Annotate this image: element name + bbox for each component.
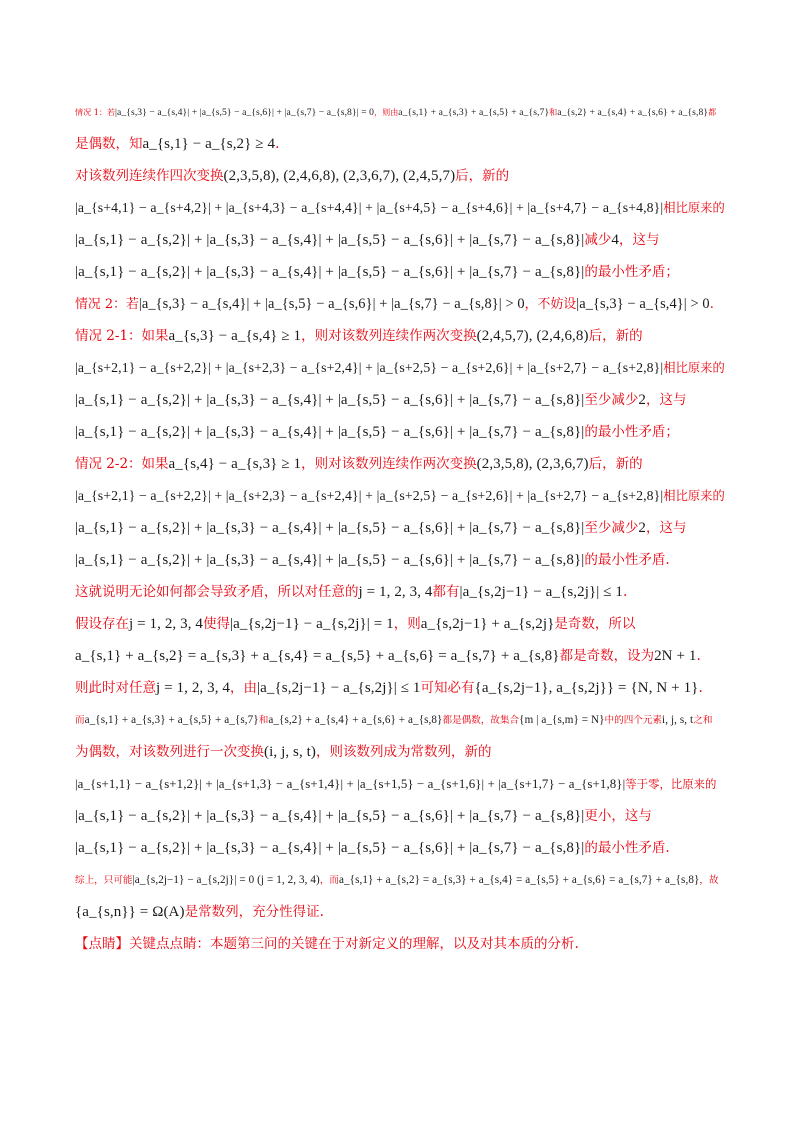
text-run: 假设存在 bbox=[75, 616, 129, 632]
text-run: ，则对该数列连续作两次变换 bbox=[301, 456, 477, 472]
text-run: 则此时对任意 bbox=[75, 680, 156, 696]
math-expression: a_{s,1} − a_{s,2} ≥ 4 bbox=[142, 136, 276, 152]
text-run: 为偶数，对该数列进行一次变换 bbox=[75, 744, 264, 760]
math-expression: |a_{s,1} − a_{s,2}| + |a_{s,3} − a_{s,4}| + |a_{s,5} − a_{s,6}| + |a_{s,7} − a_{s,8}| bbox=[75, 840, 585, 856]
math-expression: 2N + 1 bbox=[654, 648, 697, 664]
solution-line bbox=[75, 768, 725, 800]
text-run: . bbox=[698, 680, 703, 696]
text-run: ，则该数列成为常数列，新的 bbox=[316, 744, 492, 760]
solution-line bbox=[75, 288, 725, 320]
text-run: ，则 bbox=[393, 616, 421, 632]
text-run: . bbox=[275, 136, 280, 152]
text-run: ，则对该数列连续作两次变换 bbox=[301, 328, 477, 344]
math-expression: |a_{s,1} − a_{s,2}| + |a_{s,3} − a_{s,4}| + |a_{s,5} − a_{s,6}| + |a_{s,7} − a_{s,8}| bbox=[75, 808, 585, 824]
text-run: ，则由 bbox=[374, 107, 399, 117]
text-run: 而 bbox=[75, 715, 85, 726]
text-run: 中的四个元素 bbox=[604, 715, 663, 726]
math-expression: 2 bbox=[638, 520, 647, 536]
text-run: 都是偶数，故集合 bbox=[442, 715, 520, 726]
solution-line bbox=[75, 224, 725, 256]
math-expression: |a_{s,1} − a_{s,2}| + |a_{s,3} − a_{s,4}| + |a_{s,5} − a_{s,6}| + |a_{s,7} − a_{s,8}| bbox=[75, 392, 585, 408]
text-run: ，这与 bbox=[646, 520, 687, 536]
solution-line bbox=[75, 128, 725, 160]
math-expression: {a_{s,n}} = Ω(A) bbox=[75, 904, 185, 920]
text-run: 【点睛】关键点点睛：本题第三问的关键在于对新定义的理解，以及对其本质的分析. bbox=[75, 936, 579, 952]
solution-line bbox=[75, 416, 725, 448]
math-expression: |a_{s,1} − a_{s,2}| + |a_{s,3} − a_{s,4}| + |a_{s,5} − a_{s,6}| + |a_{s,7} − a_{s,8}| bbox=[75, 424, 585, 440]
text-run: 情况 2-1：如果 bbox=[75, 328, 169, 344]
math-expression: |a_{s+2,1} − a_{s+2,2}| + |a_{s+2,3} − a_{s+2,4}| + |a_{s+2,5} − a_{s+2,6}| + |a_{s+2,7} − a_{s+2,8}| bbox=[75, 488, 664, 503]
solution-line bbox=[75, 640, 725, 672]
text-run: 更小，这与 bbox=[584, 808, 652, 824]
solution-line bbox=[75, 480, 725, 512]
text-run: 是奇数，所以 bbox=[554, 616, 636, 632]
solution-line bbox=[75, 736, 725, 768]
text-run: 都 bbox=[708, 107, 717, 117]
text-run: 的最小性矛盾； bbox=[584, 264, 679, 280]
text-run: 的最小性矛盾. bbox=[584, 840, 670, 856]
math-expression: |a_{s+4,1} − a_{s+4,2}| + |a_{s+4,3} − a_{s+4,4}| + |a_{s+4,5} − a_{s+4,6}| + |a_{s+4,7} − a_{s+4,8}| bbox=[75, 200, 664, 215]
math-expression: a_{s,1} + a_{s,3} + a_{s,5} + a_{s,7} bbox=[398, 107, 550, 118]
text-run: 的最小性矛盾； bbox=[584, 424, 679, 440]
text-run: . bbox=[696, 648, 701, 664]
math-expression: |a_{s,1} − a_{s,2}| + |a_{s,3} − a_{s,4}| + |a_{s,5} − a_{s,6}| + |a_{s,7} − a_{s,8}| bbox=[75, 520, 585, 536]
text-run: 减少 bbox=[584, 232, 612, 248]
text-run: 相比原来的 bbox=[663, 489, 725, 503]
text-run: ，而 bbox=[319, 875, 340, 886]
solution-line bbox=[75, 896, 725, 928]
solution-line bbox=[75, 864, 725, 896]
text-run: 都是奇数，设为 bbox=[559, 648, 655, 664]
text-run: 和 bbox=[549, 107, 558, 117]
text-run: ，不妨设 bbox=[524, 297, 577, 312]
key-point-note bbox=[75, 928, 725, 960]
text-run: . bbox=[623, 584, 628, 600]
math-expression: a_{s,2j−1} + a_{s,2j} bbox=[420, 616, 555, 632]
text-run: ，这与 bbox=[646, 392, 687, 408]
text-run: 的最小性矛盾. bbox=[584, 552, 670, 568]
solution-line bbox=[75, 192, 725, 224]
math-expression: {m | a_{s,m} = N} bbox=[519, 714, 605, 726]
solution-line bbox=[75, 384, 725, 416]
math-expression: a_{s,3} − a_{s,4} ≥ 1 bbox=[168, 328, 302, 344]
math-expression: |a_{s+1,1} − a_{s+1,2}| + |a_{s+1,3} − a_{s+1,4}| + |a_{s+1,5} − a_{s+1,6}| + |a_{s+1,7} − a_{s+1,8}| bbox=[75, 777, 626, 791]
math-expression: a_{s,2} + a_{s,4} + a_{s,6} + a_{s,8} bbox=[557, 107, 709, 118]
math-expression: 4 bbox=[611, 232, 620, 248]
solution-line bbox=[75, 672, 725, 704]
math-expression: (2,3,5,8), (2,3,6,7) bbox=[476, 456, 589, 472]
solution-line bbox=[75, 352, 725, 384]
math-expression: |a_{s,3} − a_{s,4}| + |a_{s,5} − a_{s,6}| + |a_{s,7} − a_{s,8}| > 0 bbox=[138, 296, 525, 312]
text-run: ，这与 bbox=[619, 232, 660, 248]
math-expression: a_{s,1} + a_{s,2} = a_{s,3} + a_{s,4} = a_{s,5} + a_{s,6} = a_{s,7} + a_{s,8} bbox=[339, 874, 700, 886]
math-expression: i, j, s, t bbox=[662, 714, 694, 726]
text-run: 至少减少 bbox=[584, 392, 639, 408]
math-expression: |a_{s,1} − a_{s,2}| + |a_{s,3} − a_{s,4}| + |a_{s,5} − a_{s,6}| + |a_{s,7} − a_{s,8}| bbox=[75, 232, 585, 248]
text-run: 使得 bbox=[203, 616, 231, 632]
text-run: 是常数列，充分性得证. bbox=[184, 904, 324, 920]
math-expression: |a_{s,2j−1} − a_{s,2j}| = 1 bbox=[230, 616, 394, 632]
math-expression: (i, j, s, t) bbox=[264, 744, 317, 760]
solution-line bbox=[75, 256, 725, 288]
math-expression: a_{s,4} − a_{s,3} ≥ 1 bbox=[168, 456, 302, 472]
text-run: 相比原来的 bbox=[663, 361, 725, 375]
math-expression: j = 1, 2, 3, 4 bbox=[129, 616, 204, 632]
text-run: 都有 bbox=[432, 584, 460, 600]
text-run: ，由 bbox=[230, 680, 258, 696]
text-run: 综上，只可能 bbox=[75, 875, 133, 886]
math-expression: |a_{s,1} − a_{s,2}| + |a_{s,3} − a_{s,4}| + |a_{s,5} − a_{s,6}| + |a_{s,7} − a_{s,8}| bbox=[75, 264, 585, 280]
text-run: 后，新的 bbox=[455, 168, 510, 184]
text-run: 情况 2-2：如果 bbox=[75, 456, 169, 472]
solution-line bbox=[75, 704, 725, 736]
math-expression: (2,3,5,8), (2,4,6,8), (2,3,6,7), (2,4,5,7) bbox=[223, 168, 456, 184]
text-run: 相比原来的 bbox=[663, 201, 725, 215]
math-expression: 2 bbox=[638, 392, 647, 408]
text-run: 是偶数，知 bbox=[75, 136, 143, 152]
math-expression: j = 1, 2, 3, 4 bbox=[156, 680, 231, 696]
text-run: . bbox=[709, 297, 714, 312]
math-expression: |a_{s,3} − a_{s,4}| > 0 bbox=[576, 296, 710, 312]
solution-line bbox=[75, 800, 725, 832]
text-run: 这就说明无论如何都会导致矛盾，所以对任意的 bbox=[75, 584, 359, 600]
solution-line bbox=[75, 608, 725, 640]
math-expression: a_{s,1} + a_{s,2} = a_{s,3} + a_{s,4} = a_{s,5} + a_{s,6} = a_{s,7} + a_{s,8} bbox=[75, 648, 560, 664]
solution-line bbox=[75, 160, 725, 192]
math-expression: |a_{s,2j−1} − a_{s,2j}| ≤ 1 bbox=[459, 584, 624, 600]
math-expression: j = 1, 2, 3, 4 bbox=[358, 584, 433, 600]
text-run: 情况 1：若 bbox=[75, 107, 116, 117]
solution-line bbox=[75, 832, 725, 864]
math-expression: a_{s,2} + a_{s,4} + a_{s,6} + a_{s,8} bbox=[268, 714, 443, 726]
math-expression: |a_{s,1} − a_{s,2}| + |a_{s,3} − a_{s,4}| + |a_{s,5} − a_{s,6}| + |a_{s,7} − a_{s,8}| bbox=[75, 552, 585, 568]
math-expression: |a_{s,2j−1} − a_{s,2j}| ≤ 1 bbox=[257, 680, 421, 696]
solution-line bbox=[75, 576, 725, 608]
text-run: 情况 2：若 bbox=[75, 297, 139, 312]
text-run: 可知必有 bbox=[420, 680, 475, 696]
text-run: 后，新的 bbox=[588, 328, 643, 344]
math-expression: |a_{s,2j−1} − a_{s,2j}| = 0 (j = 1, 2, 3, 4) bbox=[132, 874, 320, 886]
solution-line bbox=[75, 320, 725, 352]
text-run: ，故 bbox=[699, 875, 719, 886]
solution-line bbox=[75, 96, 725, 128]
math-expression: |a_{s,3} − a_{s,4}| + |a_{s,5} − a_{s,6}| + |a_{s,7} − a_{s,8}| = 0 bbox=[115, 107, 375, 118]
solution-line bbox=[75, 448, 725, 480]
math-expression: a_{s,1} + a_{s,3} + a_{s,5} + a_{s,7} bbox=[84, 714, 259, 726]
text-run: 和 bbox=[258, 715, 269, 726]
text-run: 至少减少 bbox=[584, 520, 639, 536]
text-run: 之和 bbox=[693, 715, 713, 726]
math-expression: {a_{s,2j−1}, a_{s,2j}} = {N, N + 1} bbox=[474, 680, 699, 696]
text-run: 后，新的 bbox=[588, 456, 643, 472]
solution-text bbox=[75, 96, 725, 960]
text-run: 等于零，比原来的 bbox=[625, 777, 717, 791]
text-run: 对该数列连续作四次变换 bbox=[75, 168, 224, 184]
math-expression: (2,4,5,7), (2,4,6,8) bbox=[476, 328, 589, 344]
solution-line bbox=[75, 544, 725, 576]
solution-line bbox=[75, 512, 725, 544]
math-expression: |a_{s+2,1} − a_{s+2,2}| + |a_{s+2,3} − a_{s+2,4}| + |a_{s+2,5} − a_{s+2,6}| + |a_{s+2,7} − a_{s+2,8}| bbox=[75, 360, 664, 375]
